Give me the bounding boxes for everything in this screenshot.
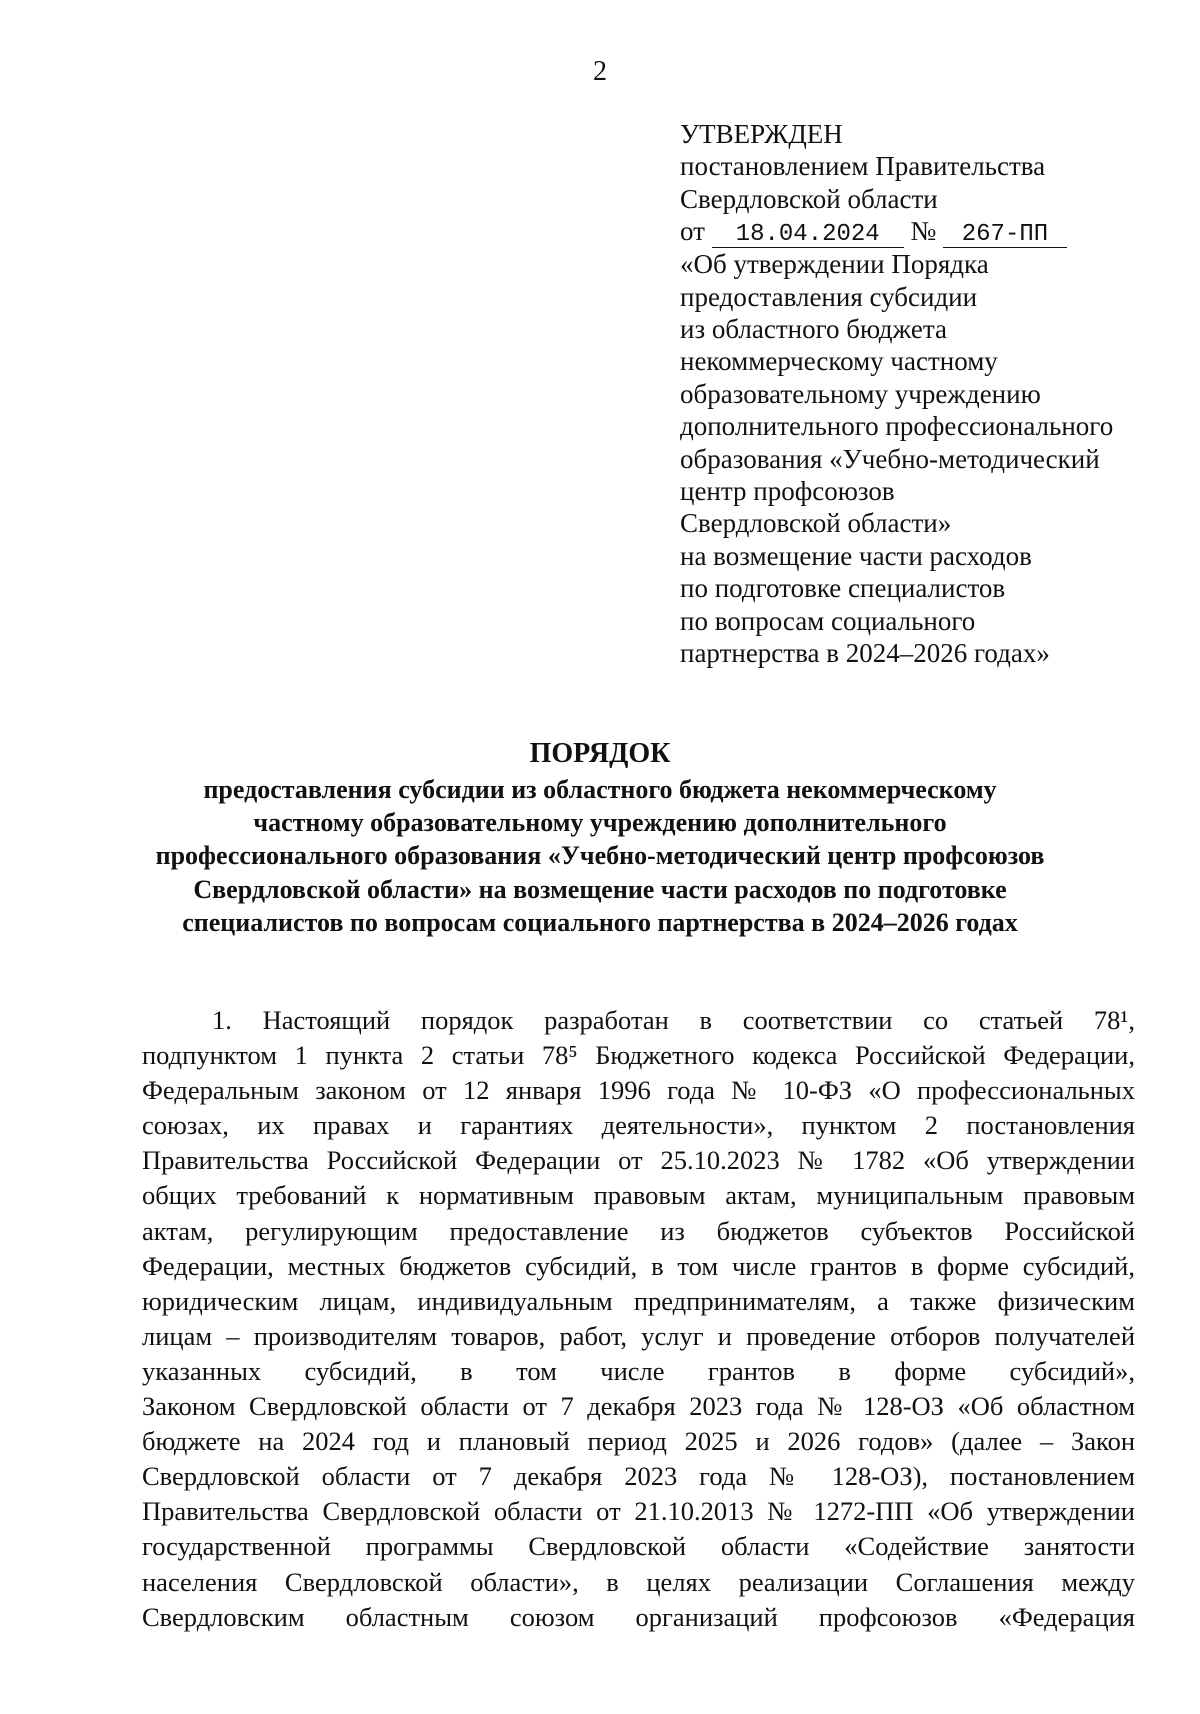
approval-date-line xyxy=(680,215,1180,248)
approval-heading: УТВЕРЖДЕН xyxy=(680,119,843,149)
paragraph-line: лицам – производителям товаров, работ, услуг и проведение отборов получателей xyxy=(142,1320,1135,1351)
approval-desc-line: некоммерческому частному xyxy=(680,346,998,377)
date-prefix: от xyxy=(680,216,705,247)
paragraph-line: Свердловским областным союзом организаций профсоюзов «Федерация xyxy=(142,1601,1135,1632)
paragraph-line: юридическим лицам, индивидуальным предпринимателям, а также физическим xyxy=(142,1285,1135,1316)
approval-desc-line: образования «Учебно-методический xyxy=(680,443,1100,474)
subtitle-line: специалистов по вопросам социального партнерства в 2024–2026 годах xyxy=(182,907,1018,937)
paragraph-1 xyxy=(142,1003,1135,1635)
approval-desc-line: на возмещение части расходов xyxy=(680,540,1032,571)
approval-block xyxy=(680,118,1180,670)
paragraph-line: Законом Свердловской области от 7 декабря 2023 года № 128-ОЗ «Об областном xyxy=(142,1391,1135,1422)
subtitle-line: Свердловской области» на возмещение части расходов по подготовке xyxy=(193,874,1007,904)
approval-desc-line: Свердловской области» xyxy=(680,508,952,539)
paragraph-line: общих требований к нормативным правовым актам, муниципальным правовым xyxy=(142,1180,1135,1211)
number-prefix: № xyxy=(910,216,937,247)
paragraph-line: 1. Настоящий порядок разработан в соответствии со статьей 78¹, xyxy=(212,1005,1135,1035)
paragraph-line: Федерации, местных бюджетов субсидий, в том числе грантов в форме субсидий, xyxy=(142,1250,1135,1281)
number-field: 267-ПП xyxy=(943,223,1067,248)
paragraph-line: государственной программы Свердловской области «Содействие занятости xyxy=(142,1531,1135,1562)
document-title: ПОРЯДОК xyxy=(529,738,671,769)
paragraph-line: Правительства Свердловской области от 21.10.2013 № 1272-ПП «Об утверждении xyxy=(142,1496,1135,1527)
approval-line-1: постановлением Правительства xyxy=(680,151,1046,182)
paragraph-line: актам, регулирующим предоставление из бюджетов субъектов Российской xyxy=(142,1215,1135,1246)
date-field: 18.04.2024 xyxy=(712,223,904,248)
approval-desc-line: предоставления субсидии xyxy=(680,281,978,312)
paragraph-line: Правительства Российской Федерации от 25.10.2023 № 1782 «Об утверждении xyxy=(142,1145,1135,1176)
paragraph-line: союзах, их правах и гарантиях деятельности», пунктом 2 постановления xyxy=(142,1110,1135,1141)
paragraph-line: указанных субсидий, в том числе грантов в форме субсидий», xyxy=(142,1355,1135,1386)
approval-desc-line: «Об утверждении Порядка xyxy=(680,249,989,280)
paragraph-line: населения Свердловской области», в целях реализации Соглашения между xyxy=(142,1566,1135,1597)
subtitle-line: частному образовательному учреждению дополнительного xyxy=(253,808,947,838)
subtitle-line: предоставления субсидии из областного бюджета некоммерческому xyxy=(203,775,997,804)
approval-desc-line: центр профсоюзов xyxy=(680,476,895,507)
page-number: 2 xyxy=(593,56,607,87)
approval-desc-line: по вопросам социального xyxy=(680,605,976,636)
approval-line-2: Свердловской области xyxy=(680,183,938,214)
document-subtitle xyxy=(150,773,1050,939)
approval-desc-line: образовательному учреждению xyxy=(680,378,1041,409)
approval-desc-line: по подготовке специалистов xyxy=(680,573,1006,604)
subtitle-line: профессионального образования «Учебно-методический центр профсоюзов xyxy=(155,841,1045,871)
paragraph-line: Свердловской области от 7 декабря 2023 года № 128-ОЗ), постановлением xyxy=(142,1461,1135,1492)
approval-desc-line: партнерства в 2024–2026 годах» xyxy=(680,638,1050,669)
paragraph-line: Федеральным законом от 12 января 1996 года № 10-ФЗ «О профессиональных xyxy=(142,1075,1135,1106)
paragraph-line: подпунктом 1 пункта 2 статьи 78⁵ Бюджетного кодекса Российской Федерации, xyxy=(142,1040,1135,1071)
approval-desc-line: дополнительного профессионального xyxy=(680,411,1114,442)
paragraph-line: бюджете на 2024 год и плановый период 2025 и 2026 годов» (далее – Закон xyxy=(142,1426,1135,1457)
approval-desc-line: из областного бюджета xyxy=(680,314,947,345)
